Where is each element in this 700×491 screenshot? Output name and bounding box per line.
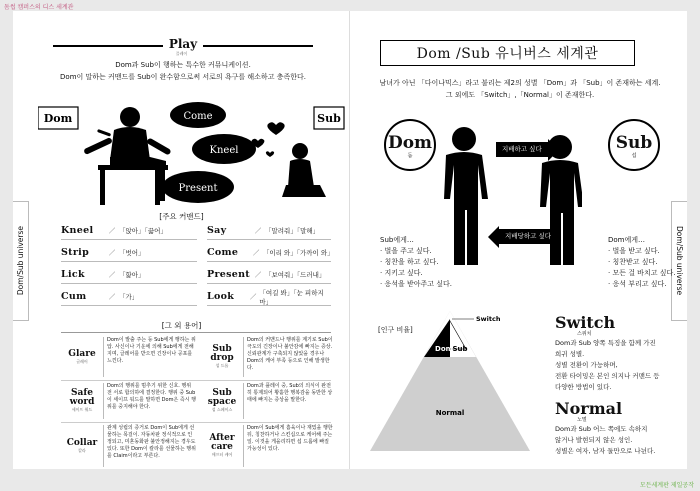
command-row: Lick ／ 「핥아」 [61,266,197,284]
terms-header: [그 외 용어] [161,321,202,330]
command-row: Cum ／ 「가」 [61,288,197,306]
term-row: Collar 칼라 관계 성립의 증거로 Dom이 Sub에게 선물하는 목걸이. 자동차판 정식적으로 인정되고, 미혼동화판 불안정해지는 경우도 있다. 또한 Dom이 칼라를 선물하는 행위를 Claim이라고 부른다. [61,425,197,467]
bubble-come [170,102,226,128]
sub-wants-list: Dom에게… · 벌을 받고 싶다. · 칭찬받고 싶다. · 모든 걸 바치고 싶다. · 응석 부리고 싶다. [608,236,676,288]
terms-table [61,332,333,459]
command-row: Strip ／ 「벗어」 [61,244,197,262]
pyramid-sub-label: Sub [452,345,468,353]
bubble-present [162,171,234,203]
command-row: Kneel ／ 「앉아」「꿇어」 [61,222,197,240]
pyramid-normal-label: Normal [435,409,465,417]
term-row: Glare 글레어 Dom이 발출 주는 등 Sub에게 행하는 위압. 사신이나 기운에 의해 Sub에게 전해지며, 글레어를 받으면 긴장이나 공포를 느낀다. [61,337,197,377]
bubble-kneel-text: Kneel [209,145,239,156]
play-desc-line2: Dom이 말하는 커맨드를 Sub이 완수함으로써 서로의 욕구를 해소하고 충족한다. [60,73,306,81]
kneeling-sub-figure [282,143,326,197]
commands-header: [주요 커맨드] [159,212,204,221]
sub-badge: Sub 섭 [608,119,660,171]
play-title-sub: 플레이 [175,51,188,56]
left-page [13,11,350,469]
arrow-be-dominated: 지배당하고 싶다 [488,229,557,244]
pyramid-switch-label: Switch [476,315,501,323]
bubble-present-text: Present [178,183,218,194]
dom-label: Dom [43,112,73,125]
right-page [350,11,687,469]
population-label: [인구 비율] [378,326,413,334]
play-illustration [38,99,348,211]
universe-intro: 남녀가 아닌 「다이나믹스」라고 불리는 제2의 성별 「Dom」과 「Sub」이 존재하는 세계. 그 외에도 「Switch」,「Normal」이 존재한다. [379,79,661,99]
play-title [53,33,313,52]
play-title-text: Play [163,37,203,51]
bubble-kneel [192,134,256,164]
command-row: Come ／ 「이리 와」「가까이 와」 [207,244,331,262]
play-desc-line1: Dom과 Sub이 행하는 특수한 커뮤니케이션. [115,61,251,69]
term-row: Sub space 섭 스페이스 Dom과 플레이 중, Sub의 의식이 완전히 통제되어 황홀한 행복감을 동반한 상태에 빠지는 증상을 말한다. [201,383,333,419]
term-row: Safe word 세이프 워드 Dom의 행위를 멈추기 위한 신호. 행위 전 서로 합의하에 결정한다. 행위 중 Sub이 세이프 워드를 말하면 Dom은 즉시 행위를 중지해야 한다. [61,383,197,419]
seated-dom-figure [83,107,171,205]
book-spread [13,11,687,469]
header-note: 돔썹 캠퍼스의 디스 세계관 [4,4,74,11]
play-description [33,59,333,83]
switch-term: Switch 스위치 Dom과 Sub 양쪽 특징을 함께 가진 희귀 성별. 성별 전환이 가능하며, 전환 타이밍은 본인 의지나 커맨드 등 다양한 방법이 있다. [555,313,660,391]
heart-icon [252,122,285,157]
term-row: After care 애프터 케어 Dom이 Sub에게 흠육이나 재밌을 행한 뒤, 칭찬하거나 스킨십으로 케어해 주는 일. 이것을 게을리하면 섭 드롭에 빠질 가능성이 있다. [201,425,333,467]
side-tab-label: Dom/Sub universe [16,226,25,296]
command-row: Present ／ 「보여줘」「드러내」 [207,266,331,284]
sub-label: Sub [317,112,341,125]
pyramid-dom-label: Dom [435,345,453,353]
bubble-come-text: Come [183,111,213,122]
normal-term: Normal 노멀 Dom과 Sub 어느 쪽에도 속하지 않거나 발현되지 않은 성인. 성별은 여자, 남자 둘만으로 나뉜다. [555,399,656,455]
command-row: Look ／ 「여길 봐」「눈 피하지 마」 [207,288,331,306]
universe-title: Dom /Sub 유니버스 세계관 [380,40,635,66]
term-row: Sub drop 섭 드롭 Dom의 커맨드나 행위를 계기로 Sub이 극도의 긴장이나 불안감에 빠지는 증상. 신뢰관계가 구축되지 않았을 경우나 Dom의 케어 부족 등으로 인해 발생한다. [201,337,333,377]
arrow-dominate: 지배하고 싶다 [496,142,559,157]
side-tab-label: Dom/Sub universe [675,226,684,296]
dom-wants-list: Sub에게… · 벌을 주고 싶다. · 칭찬을 하고 싶다. · 지키고 싶다. · 응석을 받아주고 싶다. [380,236,452,288]
command-row: Say ／ 「말려줘」「말해」 [207,222,331,240]
footer-note: 모든세계판 제일공작 [639,482,694,489]
dom-badge: Dom 돔 [384,119,436,171]
